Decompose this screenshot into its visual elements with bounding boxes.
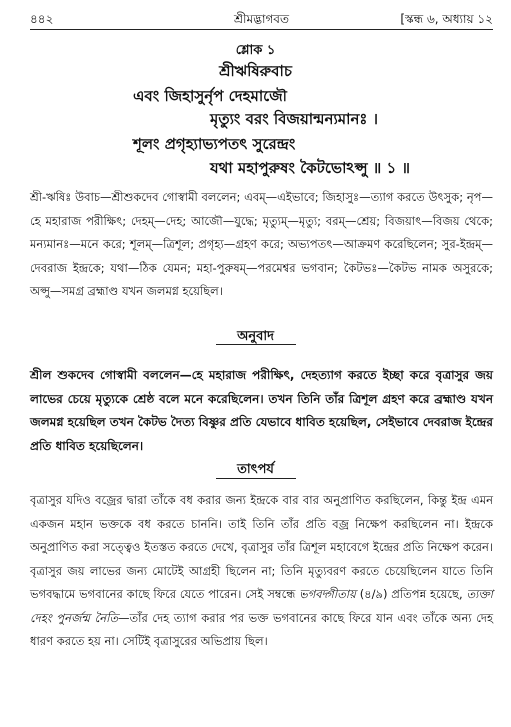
verse-line-3: মৃত্যুং বরং বিজয়ান্মন্যমানঃ । [210, 110, 379, 128]
purport-source: ভগবদ্গীতায় [299, 587, 356, 601]
verse-heading: শ্লোক ১ [235, 43, 276, 58]
page-number: ৪৪২ [30, 12, 54, 26]
section-reference: [স্কন্ধ ৬, অধ্যায় ১২ [400, 12, 493, 26]
purport-heading-rule [216, 478, 296, 479]
translation-paragraph: শ্রীল শুকদেব গোস্বামী বললেন—হে মহারাজ পরীক্ষিৎ, দেহত্যাগ করতে ইচ্ছা করে বৃত্রাসুর জয় লাভের চেয়ে মৃত্যুকে শ্রেষ্ঠ বলে মনে করেছিলেন। তখন তিনি তাঁর ত্রিশূল গ্রহণ করে ব্রহ্মাণ্ড যখন জলমগ্ন হয়েছিল তখন কৈটভ দৈত্য বিষ্ণুর প্রতি যেভাবে ধাবিত হয়েছিল, সেইভাবে দেবরাজ ইন্দ্রের প্রতি ধাবিত হয়েছিলেন। [30, 368, 493, 453]
verse-line-2: এবং জিহাসুর্নৃপ দেহমাজৌ [133, 87, 287, 105]
synonyms-paragraph: শ্রী-ঋষিঃ উবাচ—শ্রীশুকদেব গোস্বামী বললেন; এবম্—এইভাবে; জিহাসুঃ—ত্যাগ করতে উৎসুক; নৃপ—হে মহারাজ পরীক্ষিৎ; দেহম্—দেহ; আজৌ—যুদ্ধে; মৃত্যুম্—মৃত্যু; বরম্—শ্রেয়; বিজয়াৎ—বিজয় থেকে; মন্যমানঃ—মনে করে; শূলম্—ত্রিশূল; প্রগৃহ্য—গ্রহণ করে; অভ্যপতৎ—আক্রমণ করেছিলেন; সুর-ইন্দ্রম্—দেবরাজ ইন্দ্রকে; যথা—ঠিক যেমন; মহা-পুরুষম্—পরমেশ্বর ভগবান; কৈটভঃ—কৈটভ নামক অসুরকে; অপ্সু—সমগ্র ব্রহ্মাণ্ড যখন জলমগ্ন হয়েছিল। [30, 190, 493, 298]
book-title: শ্রীমদ্ভাগবত [233, 12, 289, 26]
purport-text-3: —তাঁর দেহ ত্যাগ করার পর ভক্ত ভগবানের কাছে ফিরে যান এবং তাঁকে অন্য দেহ ধারণ করতে হয় না। সেটিই বৃত্রাসুরের অভিপ্রায় ছিল। [30, 610, 494, 648]
purport-heading: তাৎপর্য [237, 462, 274, 477]
translation-heading-rule [216, 344, 296, 345]
purport-paragraph [30, 489, 493, 654]
verse-line-4: শূলং প্রগৃহ্যাভ্যপতৎ সুরেন্দ্রং [133, 135, 296, 153]
verse-line-1: শ্রীঋষিরুবাচ [219, 62, 292, 80]
header-divider [30, 29, 493, 30]
purport-text-2: (৪/৯) প্রতিপন্ন হয়েছে, [355, 587, 467, 601]
purport-text-1: বৃত্রাসুর যদিও বজ্রের দ্বারা তাঁকে বধ করার জন্য ইন্দ্রকে বার বার অনুপ্রাণিত করছিলেন, কিন্তু ইন্দ্র এমন একজন মহান ভক্তকে বধ করতে চাননি। তাই তিনি তাঁর প্রতি বজ্র নিক্ষেপ করছিলেন না। ইন্দ্রকে অনুপ্রাণিত করা সত্ত্বেও ইতস্তত করতে দেখে, বৃত্রাসুর তাঁর ত্রিশূল মহাবেগে ইন্দ্রের প্রতি নিক্ষেপ করেন। বৃত্রাসুর জয় লাভের জন্য মোটেই আগ্রহী ছিলেন না; তিনি মৃত্যুবরণ করতে চেয়েছিলেন যাতে তিনি ভগবদ্ধামে ভগবানের কাছে ফিরে যেতে পারেন। সেই সম্বন্ধে [30, 493, 493, 601]
verse-line-5: যথা মহাপুরুষং কৈটভোঽপ্সু ॥ ১ ॥ [210, 159, 410, 177]
page-header [30, 8, 493, 30]
purport-quote: ত্যক্তা দেহং পুনর্জন্ম নৈতি [30, 587, 493, 625]
translation-heading: অনুবাদ [237, 329, 274, 344]
